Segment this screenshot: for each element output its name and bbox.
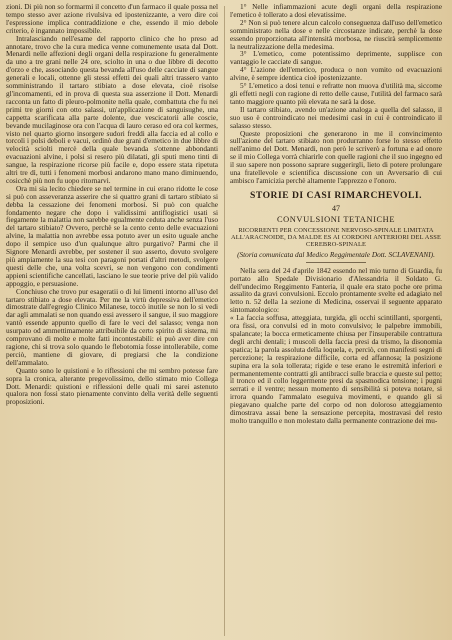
- paragraph: 4° L'azione dell'emetico, produca o non vomito od evacuazioni alvine, è sempre identica cioè ipostenizzante.: [230, 65, 442, 83]
- paragraph: Il tartaro stibiato, avendo un'azione analoga a quella del salasso, il suo uso è controindicato nei medesimi casi in cui è controindicato il salasso stesso.: [230, 104, 442, 130]
- paragraph: 1° Nelle infiammazioni acute degli organi della respirazione l'emetico è tollerato a dosi elevatissime.: [230, 2, 442, 19]
- case-description: RICORRENTI PER CONCESSIONE NERVOSO-SPINALE LIMITATA ALL'ARACNOIDE, DA MALDE ES AI CORDONI ANTERIORI DEL ASSE CEREBRO-SPINALE: [230, 226, 442, 248]
- case-title: CONVULSIONI TETANICHE: [276, 214, 396, 224]
- paragraph: 3° L'emetico, come potentissimo deprimente, supplisce con vantaggio le cacciate di sangue.: [230, 49, 442, 67]
- paragraph: Conchiuso che trovo pur esageratii o di lui limenti intorno all'uso del tartaro stibiato a dose elevata. Per me la virtù depressiva dell'emetico dimostrate dall'egregio Clinico Milanese, toccò inutile se non lo si vedi dar agli ammalati se non quando essi avessero il sangue, il suo maggiore vantò essende appunto quello di fare le veci del salasso; venga non usurpato od ammettimamente attribuibile da certo spirito di sistema, mi comprovano di molte e molte fatti incontestabili: ei può aver dire con ragione, chi si trova solo quando le flebotomia fosse intollerabile, come perciò, mantiene di giovare, di pregiarsi che la condizione dell'ammalato.: [6, 286, 218, 367]
- paragraph: Intralasciando nell'esame del rapporto clinico che ho preso ad annotare, trovo che la cura medica venne comunemente usata dal Dott. Menardi nelle affezioni degli organi della respirazione fu generalmente da uno a tre grani nelle 24 ore, sciolto in una o due libbre di decotto d'orzo e che, associando questa bevanda all'uso delle cacciate di sangue generali e locali, ottenne gli stessi effetti dei quali altri trassero vanto somministrando il tartaro stibiato a dose elevata, cioè risolse gl'incomamenti, ed in prova di questa sua asserzione il Dott. Menardi racconta un fatto di pleuro-polmonite nella quale, combattuta che fu nei primi tre giorni con otto salassi, un'applicazione di sanguisughe, una cappetta scarificata alla parte dolente, due vescicatorii alle coscie, bevande mucilaginose ora con l'acqua di lauro ceraso ed ora col kermes, visto nel quarto giorno insorgere sudori freddi alla faccia ed al collo e torcoli i polsi deboli e vacui, ordinò due grani d'emetico in due libbre di velocità sciolti mercè della quale bevanda s'ottenne abbondanti evacuazioni alvine, i polsi si resero più dilatati, gli sputi meno tinti di sangue, la respirazione ricorse più facile e, dopo essere stata ripetuta altri tre dì, tutti i fenomeni morbosi andarono mano mano diminuendo, cosicchè più non fu uopo ritornarvi.: [6, 33, 218, 185]
- paragraph: Queste proposizioni che generarono in me il convincimento sull'azione del tartaro stibiato non produrranno forse lo stesso effetto nell'animo del Dott. Menardi, non però le scriverò a fortuna e ad onore se il mio Collega vorrà chiarirle con quelle ragioni che il suo ingegno ed il suo sapere non possono saprare suggerirgli, lieto di potere prolungare una fratellevole e scientifica discussione con un Avversario di cui ambisco l'amicizia perchè altamente l'apprezzo e l'onoro.: [230, 128, 442, 185]
- section-title: STORIE DI CASI RIMARCHEVOLI.: [250, 189, 422, 201]
- case-attribution: (Storia comunicata dal Medico Reggimentale Dott. SCLAVENANI).: [237, 249, 435, 259]
- left-column: [6, 3, 218, 406]
- paragraph: zioni. Di più non so formarmi il concetto d'un farmaco il quale possa nel tempo stesso aver azione rivulsiva ed ipostenizzante, a vero dire coi l'espressione implica contraddizione e che, essendo il mio debole criterio, è ingannato impossibile.: [6, 2, 218, 35]
- paragraph: Ora mi sia lecito chiedere se nel termine in cui erano ridotte le cose si può con asseveranza asserire che si quattro grani di tartaro stibiato si debba la cessazione dei fenomeni morbosi. Si può con qualche fondamento negare che dopo i validissimi antiflogistici usati si fiegamente la malattia non sarebbe egualmente ceduta anche senza l'uso del tartaro stibiato? Ovvero, perchè se la cento cento delle evacuazioni alvine, la malattia non avrebbe essa potuto aver un esito uguale anche dopo il sempice uso d'un qualunque altro purgativo? Parmi che il Signore Menardi avrebbe, per sostener il suo asserto, dovuto svolgere più ampiamente la sua tesi con paragoni portati d'altri metodi, svolgere questi delle che, una volta scevri, se non vengono con condimenti appieni scientifiche cancellati, lasciano le sue teorie prive del più valido appoggio, e persuasione.: [6, 183, 218, 288]
- paragraph: Nella sera del 24 d'aprile 1842 essendo nel mio turno di Guardia, fu portato allo Spedale Divisionario d'Alessandria il Soldato G. dell'undecimo Reggimento Fanteria, il quale era stato poche ore prima assalito da gravi convulsioni. Eccolo prontamente svelte ed adagiato nel letto n. 52 della 1a sezione di Medicina, osservai il seguente apparato sintomatologico:: [230, 265, 442, 315]
- paragraph: Quanto sono le quistioni e lo riflessioni che mi sembro potesse fare sopra la cronica, alterante pregevolissimo, dello stimato mio Collega Dott. Menardi: quistioni e riflessioni delle quali mi sarei astenuto qualora non fossi stato pienamente convinto della verità delle seguenti proposizioni.: [6, 365, 218, 407]
- paragraph: 2° Non si può tenere alcun calcolo conseguenza dall'uso dell'emetico somministrato nella dose e nelle circostanze indicate, perchè la dose essendo proporzionata all'intensità morbosa, ne riuscirà semplicemente la neutralizzazione della medesima.: [230, 17, 442, 51]
- case-number: 47: [332, 203, 340, 213]
- paragraph: « La faccia soffusa, atteggiata, turgida, gli occhi scintillanti, sporgenti, ora fissi, ora convulsi ed in moto convulsivo; le palpebre immobili, spalancate; la bocca ermeticamente chiusa per l'insuperabile contrattura degli archi dentali; i muscoli della faccia presi da trismo, la disonomia spatica; la parola assoluta della loquela, e, perciò, con manifesti segni di percezione; la respirazione difficile, corta ed affannosa; la posizione supina era la sola tollerata; rigide e tese erano le estremità inferiori e permanentemente contratti gli antibracci sulle braccia e queste sul petto; il tronco ed il collo leggermente presi da spasmodica tensione; i pugni serrati e il ventre; nessun momento di sensibilità si poteva notare, si irrora quando l'ammalato eseguiva movimenti, e quando gli si piegavano qualche parte del corpo od non doloroso atteggiamento dimostrava assai bene la sensazione percepita, mostravasi del resto molto tranquillo e non molestato dalla permanente contrazione dei mu-: [230, 313, 442, 425]
- column-divider: [224, 6, 225, 636]
- right-column: [230, 3, 442, 425]
- divider-rule: [306, 262, 366, 263]
- paragraph: 5° L'emetico a dosi tenui e refratte non muova d'utilità ma, siccome gli effetti negli con ragione di retto delle cause, l'utilità del farmaco sarà tanto maggiore quanto più elevata ne sarà la dose.: [230, 81, 442, 106]
